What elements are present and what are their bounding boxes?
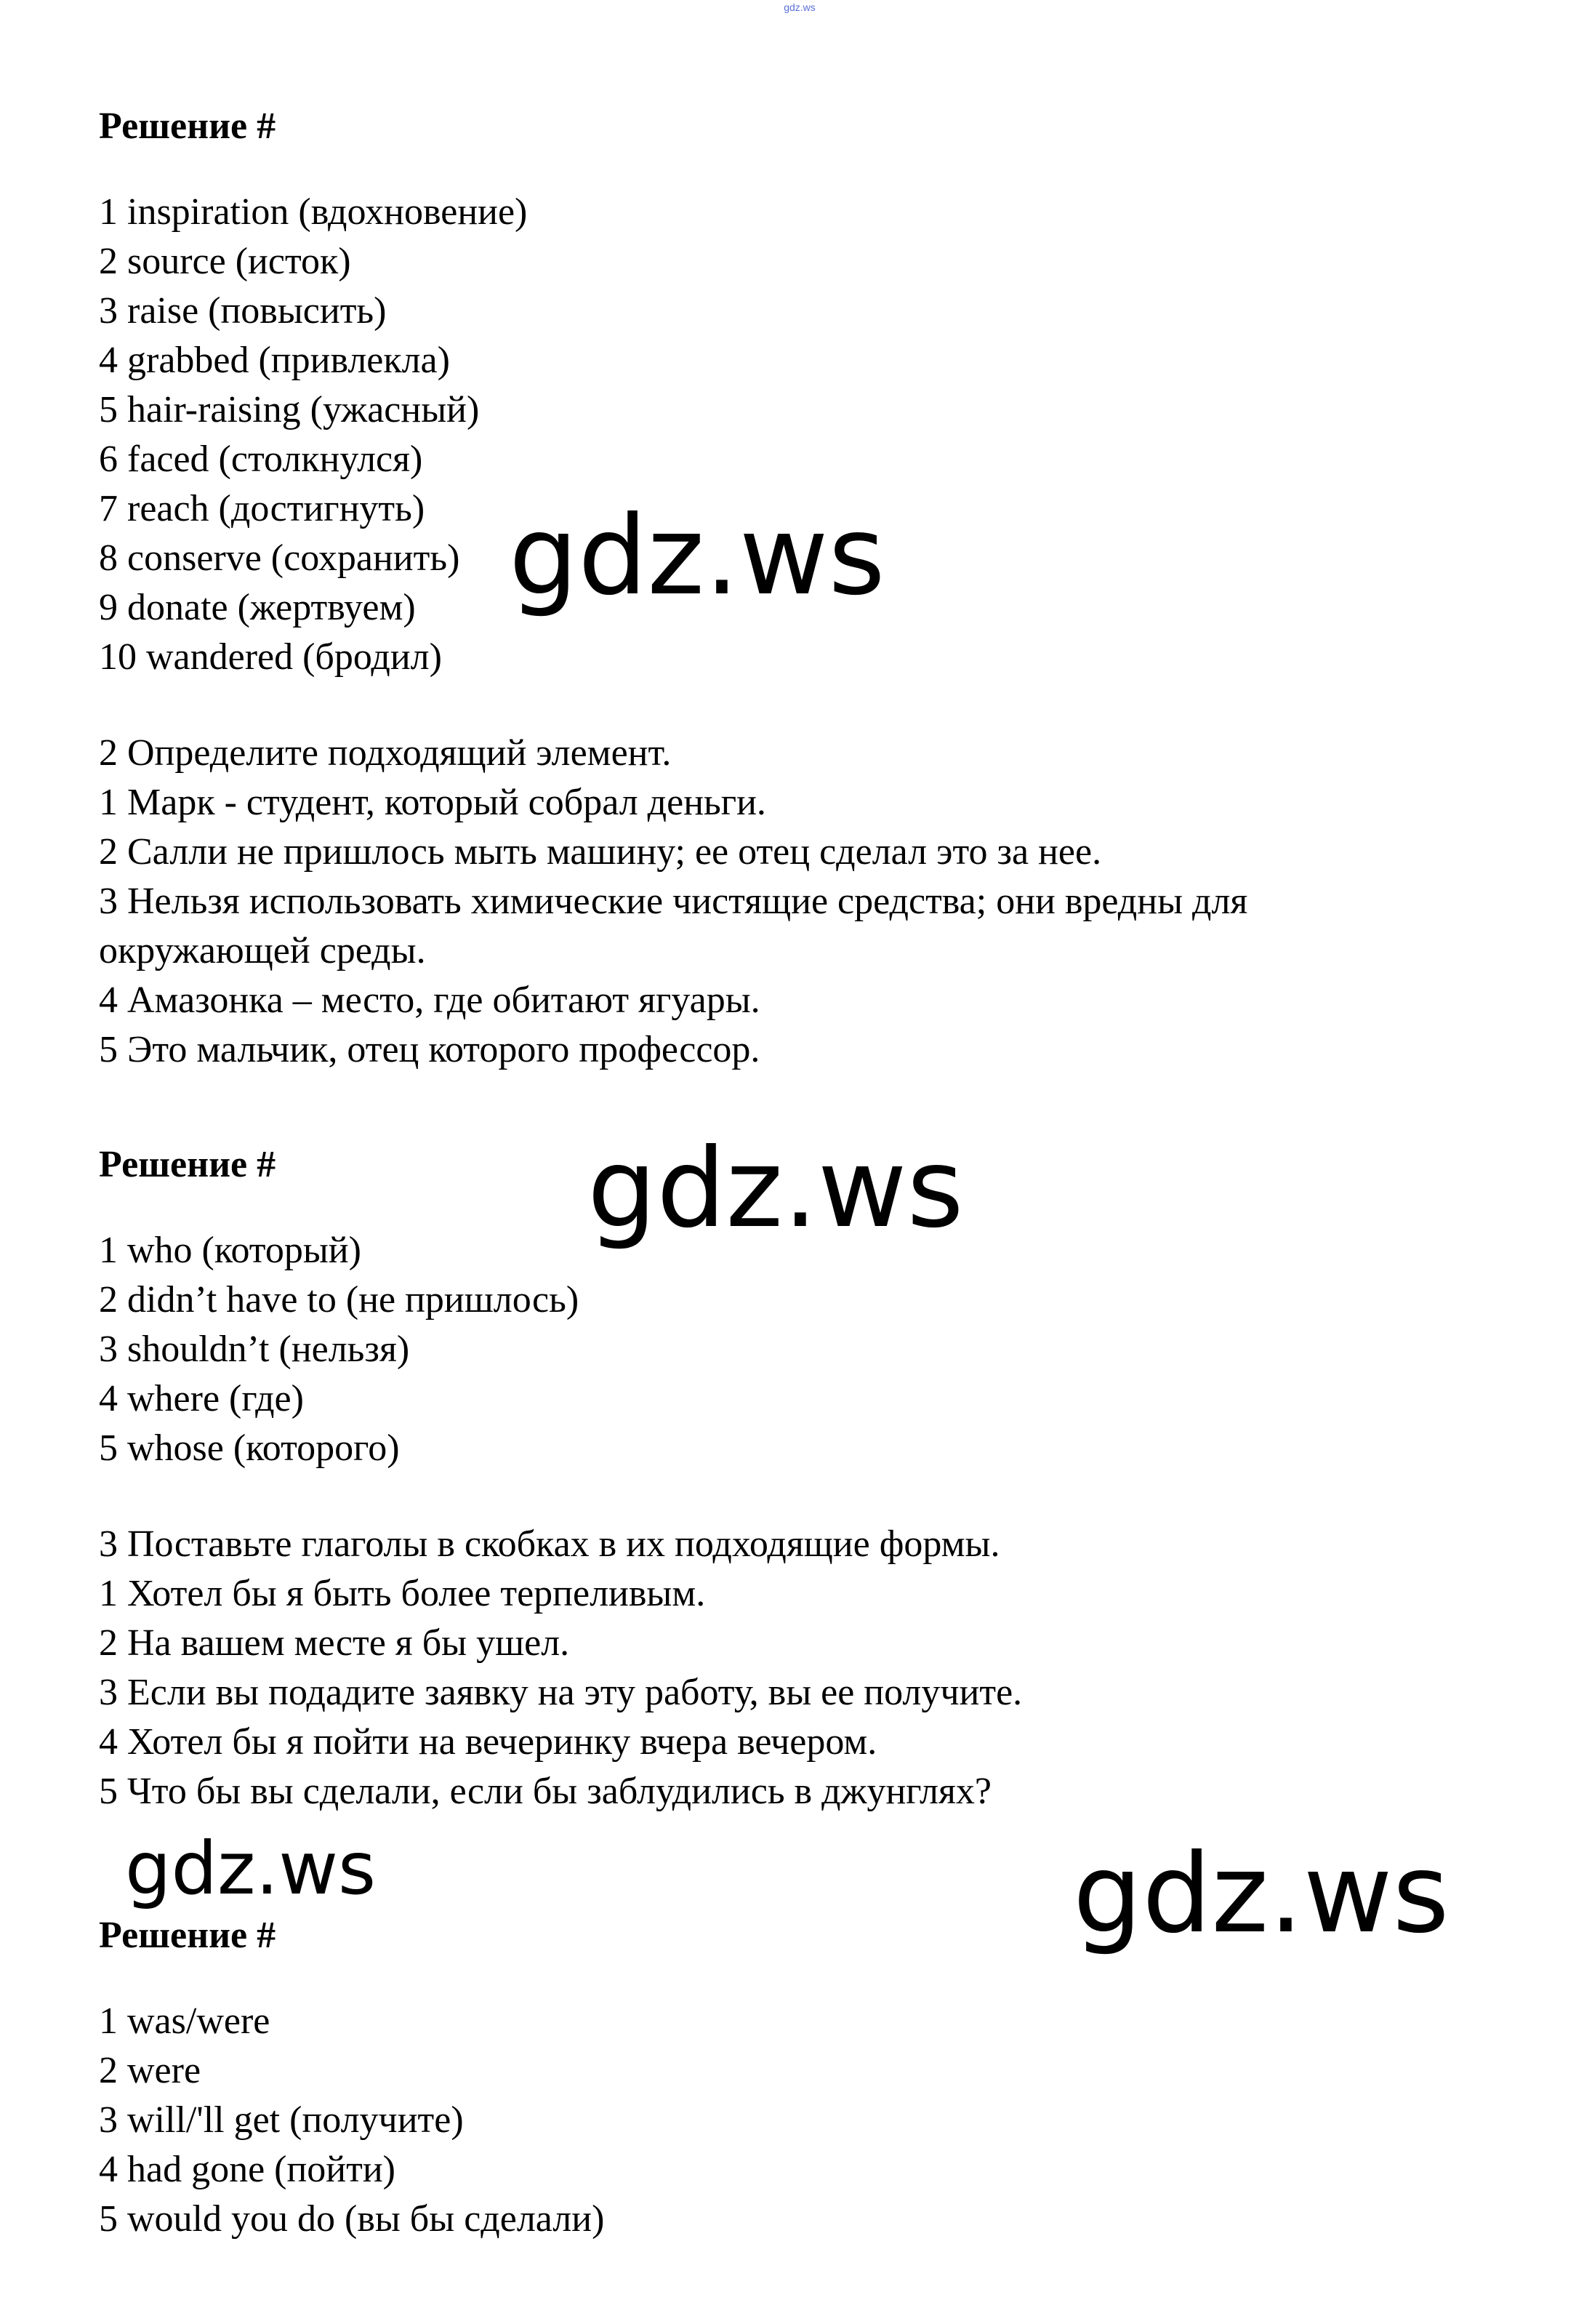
- task-line: 3 Если вы подадите заявку на эту работу, вы ее получите.: [99, 1672, 1023, 1713]
- list-item: 6 faced (столкнулся): [99, 438, 423, 480]
- task-line: окружающей среды.: [99, 930, 426, 971]
- task-line: 2 На вашем месте я бы ушел.: [99, 1622, 570, 1664]
- answer-list-2: [99, 1226, 1480, 1473]
- task-2: [99, 729, 1480, 1075]
- solution-heading-3: Решение #: [99, 1915, 276, 1956]
- list-item: 5 hair-raising (ужасный): [99, 389, 480, 430]
- list-item: 5 would you do (вы бы сделали): [99, 2198, 605, 2240]
- top-watermark: gdz.ws: [784, 1, 816, 13]
- list-item: 9 donate (жертвуем): [99, 587, 416, 628]
- list-item: 3 shouldn’t (нельзя): [99, 1329, 410, 1370]
- task-title: 2 Определите подходящий элемент.: [99, 732, 672, 774]
- task-line: 1 Хотел бы я быть более терпеливым.: [99, 1573, 706, 1614]
- solution-heading-2: Решение #: [99, 1144, 276, 1185]
- task-3: [99, 1520, 1480, 1816]
- list-item: 2 source (исток): [99, 241, 351, 282]
- list-item: 10 wandered (бродил): [99, 636, 442, 678]
- task-line: 3 Нельзя использовать химические чистящие средства; они вредны для: [99, 881, 1248, 922]
- list-item: 8 conserve (сохранить): [99, 537, 460, 579]
- list-item: 1 who (который): [99, 1230, 361, 1271]
- solution-heading-1: Решение #: [99, 105, 276, 147]
- watermark: gdz.ws: [509, 493, 885, 620]
- list-item: 1 inspiration (вдохновение): [99, 191, 528, 233]
- list-item: 3 raise (повысить): [99, 290, 387, 332]
- list-item: 4 where (где): [99, 1378, 304, 1419]
- task-title: 3 Поставьте глаголы в скобках в их подходящие формы.: [99, 1523, 1000, 1565]
- list-item: 1 was/were: [99, 2000, 270, 2042]
- watermark: gdz.ws: [587, 1126, 964, 1252]
- watermark: gdz.ws: [1073, 1831, 1450, 1958]
- list-item: 5 whose (которого): [99, 1427, 400, 1469]
- task-line: 1 Марк - студент, который собрал деньги.: [99, 782, 766, 823]
- answer-list-3: [99, 1997, 1480, 2244]
- task-line: 4 Хотел бы я пойти на вечеринку вчера вечером.: [99, 1721, 877, 1763]
- watermark: gdz.ws: [125, 1826, 377, 1911]
- list-item: 4 had gone (пойти): [99, 2149, 396, 2190]
- task-line: 5 Что бы вы сделали, если бы заблудились в джунглях?: [99, 1771, 992, 1812]
- task-line: 2 Салли не пришлось мыть машину; ее отец сделал это за нее.: [99, 831, 1102, 873]
- list-item: 2 didn’t have to (не пришлось): [99, 1279, 579, 1321]
- task-line: 4 Амазонка – место, где обитают ягуары.: [99, 979, 760, 1021]
- list-item: 3 will/'ll get (получите): [99, 2099, 464, 2141]
- list-item: 2 were: [99, 2050, 201, 2091]
- task-line: 5 Это мальчик, отец которого профессор.: [99, 1029, 760, 1070]
- list-item: 4 grabbed (привлекла): [99, 340, 450, 381]
- list-item: 7 reach (достигнуть): [99, 488, 425, 529]
